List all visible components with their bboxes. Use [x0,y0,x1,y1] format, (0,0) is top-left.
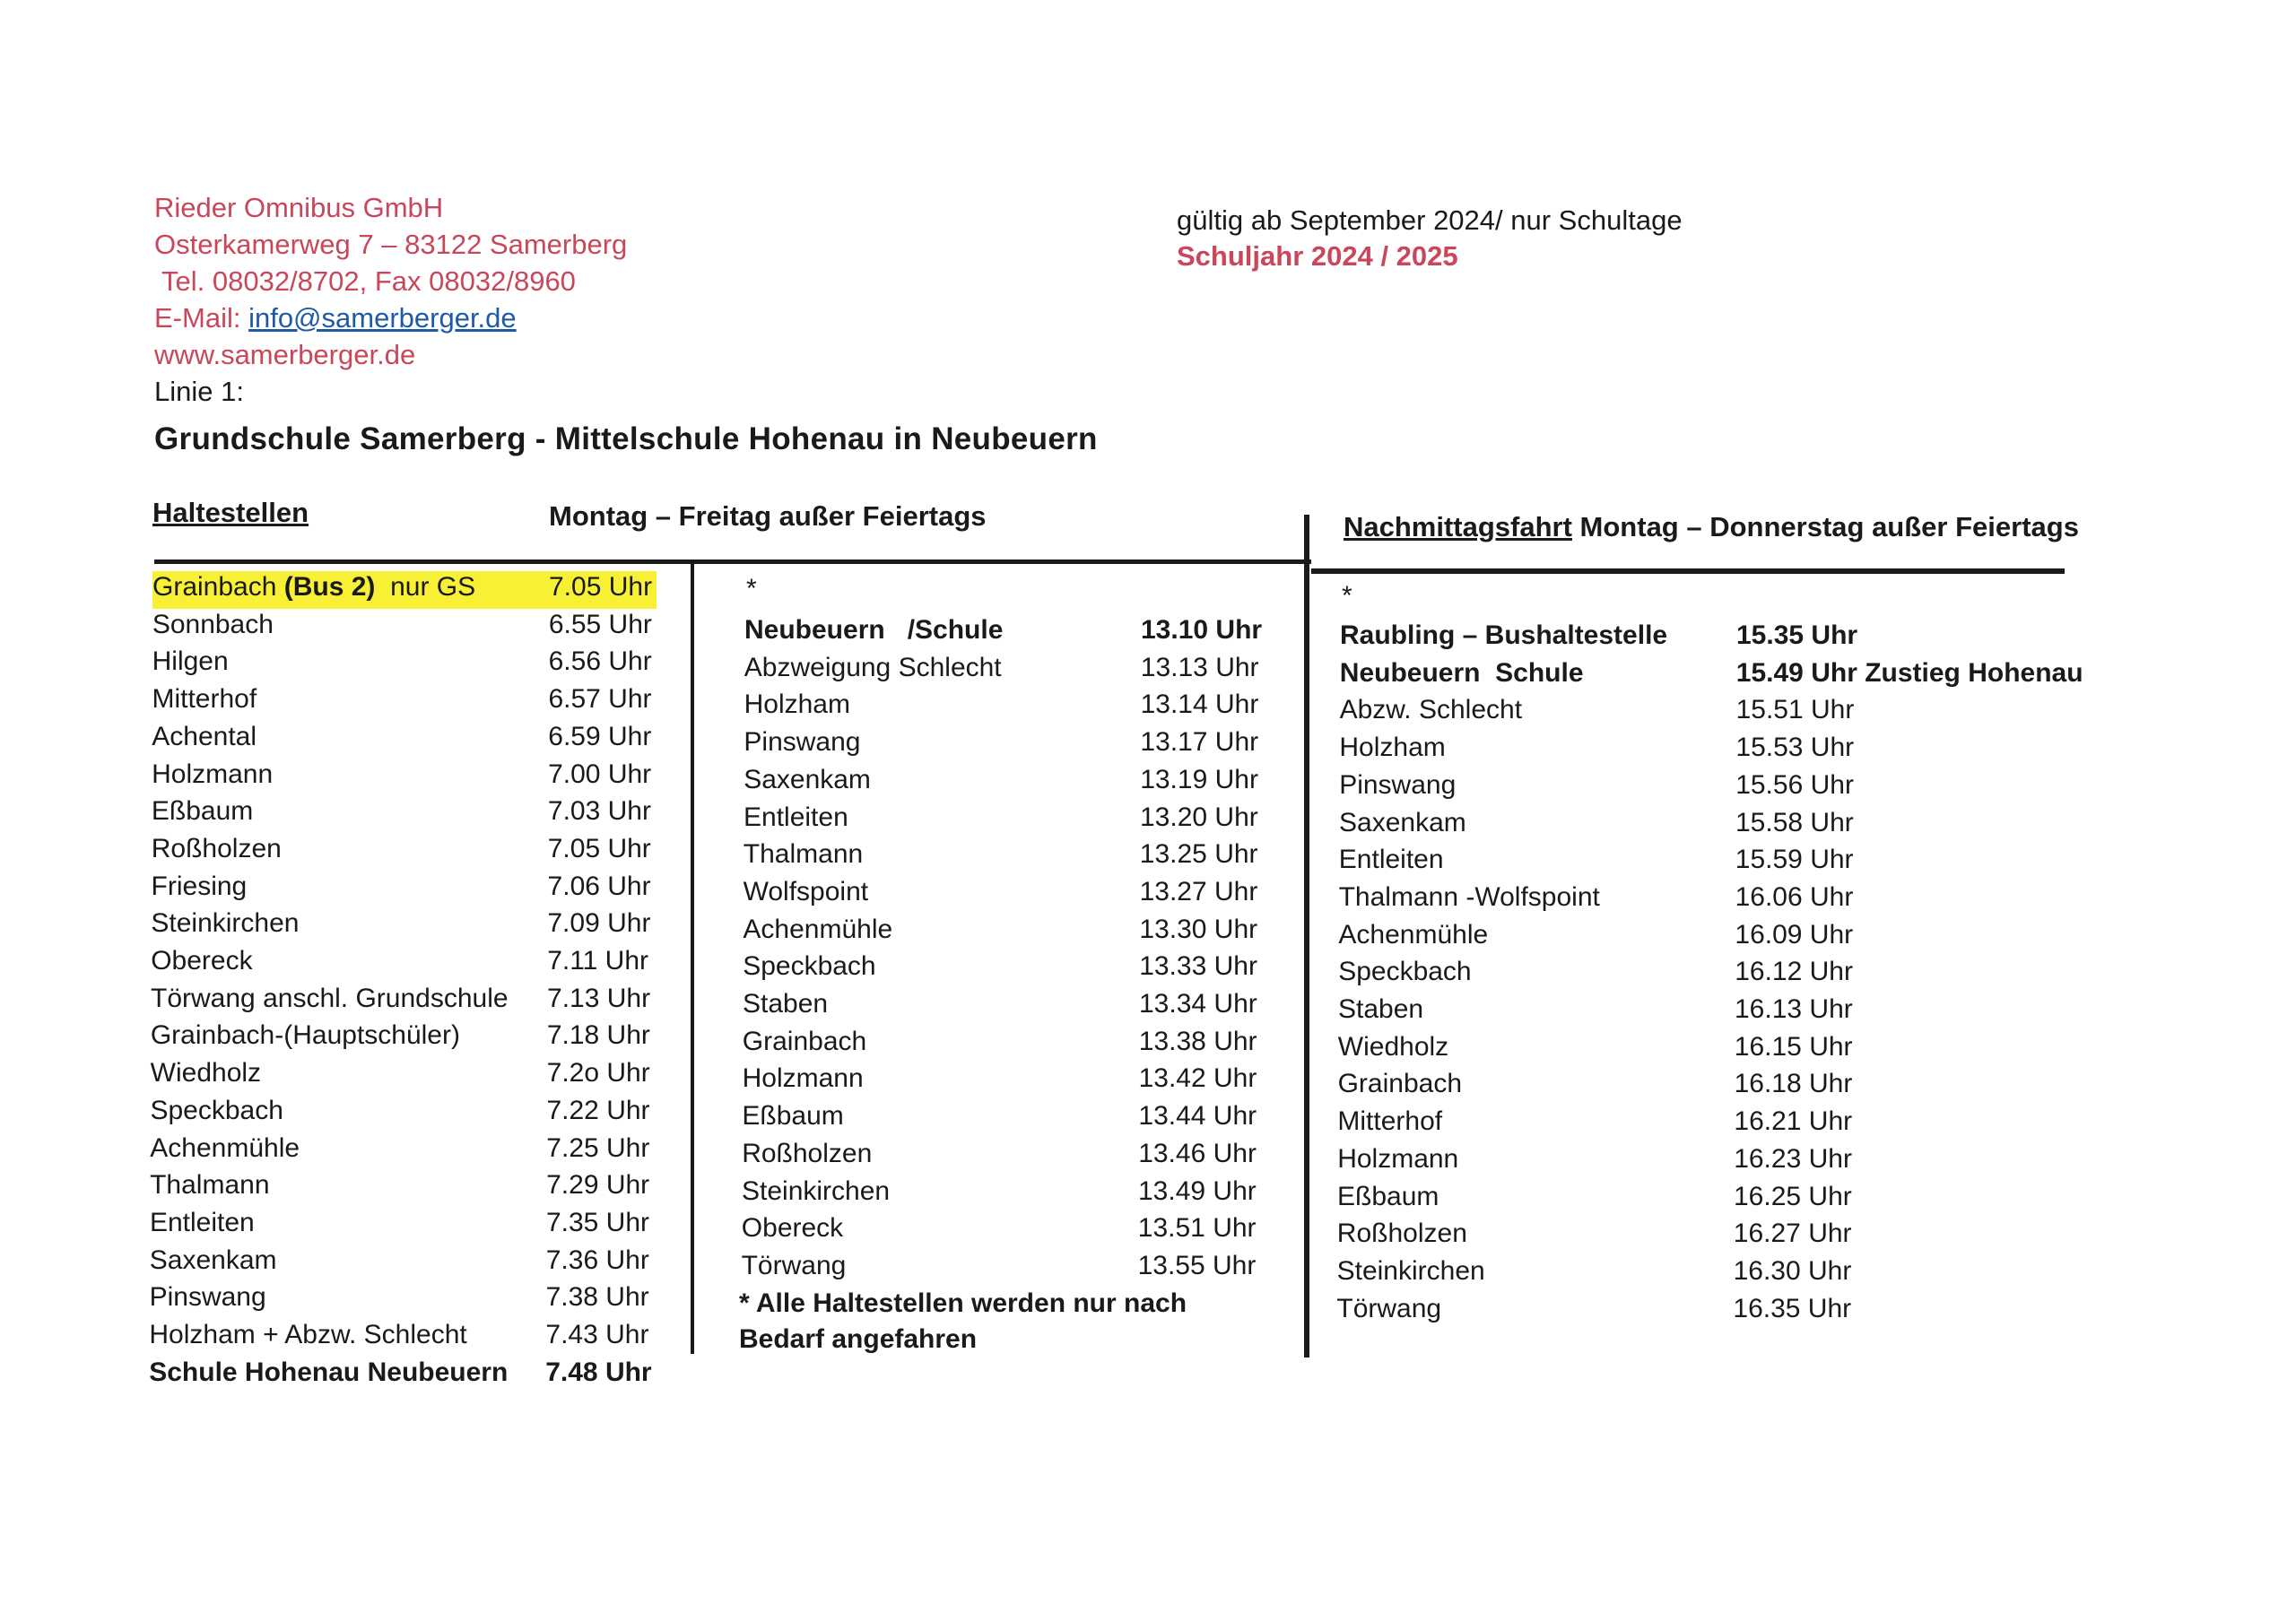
stop-name: Grainbach-(Hauptschüler) [150,1020,460,1051]
stop-name: Staben [1338,994,1424,1024]
stop-name: Holzham + Abzw. Schlecht [149,1320,467,1349]
header-afternoon [1344,511,2079,543]
stop-name: Saxenkam [1339,807,1466,837]
stop-time: 15.53 Uhr [1735,733,1855,763]
stop-time: 7.11 Uhr [547,946,649,976]
stop-time: 13.38 Uhr [1138,1026,1257,1056]
stop-time: 15.51 Uhr [1735,695,1855,725]
stop-name: Törwang anschl. Grundschule [151,983,509,1013]
stop-time: 7.29 Uhr [546,1170,650,1201]
stop-name: Obereck [741,1213,844,1244]
stop-time: 16.21 Uhr [1734,1106,1853,1137]
afternoon-row [1338,1032,2183,1068]
stop-time: 7.36 Uhr [545,1245,649,1275]
company-email-line [154,302,517,334]
afternoon-row [1338,1069,2183,1105]
stop-name: Wiedholz [150,1058,262,1089]
afternoon-row [1339,882,2184,918]
email-label: E-Mail: [154,302,249,334]
stop-time: 16.27 Uhr [1733,1219,1852,1249]
stop-time: 16.15 Uhr [1734,1031,1853,1062]
afternoon-row [1337,1256,2182,1292]
stop-name: Entleiten [1338,845,1444,875]
midday-marker: * [746,574,757,603]
stop-name: Roßholzen [742,1138,873,1168]
stop-name: Grainbach [742,1026,867,1056]
midday-footnote-1: * Alle Haltestellen werden nur nach [739,1288,1187,1318]
stop-name: Entleiten [744,802,848,832]
stop-name: Pinswang [149,1282,266,1313]
stop-time: 13.34 Uhr [1139,989,1257,1019]
stop-time: 7.2o Uhr [546,1058,650,1089]
stop-name: Pinswang [744,727,861,758]
stop-time: 16.23 Uhr [1734,1143,1852,1174]
afternoon-marker: * [1342,581,1352,611]
company-website[interactable]: www.samerberger.de [154,339,416,370]
email-link[interactable]: info@samerberger.de [248,302,517,334]
stop-time: 15.49 Uhr Zustieg Hohenau [1735,657,2083,688]
stop-time: 7.03 Uhr [547,796,651,827]
stop-name: Eßbaum [742,1101,844,1132]
stop-name: Schule Hohenau Neubeuern [149,1357,509,1387]
stop-name: Obereck [151,946,253,976]
stop-time: 16.13 Uhr [1735,994,1853,1024]
stop-name: Mitterhof [152,684,257,715]
stop-time: 7.05 Uhr [547,833,651,863]
stop-name: Speckbach [150,1095,283,1125]
stop-name: Roßholzen [151,833,282,863]
stop-time: 13.13 Uhr [1140,652,1259,682]
afternoon-row [1336,1294,2181,1330]
stop-time: 7.00 Uhr [548,759,652,789]
afternoon-row [1339,845,2184,880]
stop-name: Raubling – Bushaltestelle [1340,620,1668,650]
stop-time: 7.06 Uhr [547,871,651,901]
stop-name: Wolfspoint [743,876,869,906]
stop-time: 16.25 Uhr [1734,1181,1852,1211]
stop-time: 13.17 Uhr [1140,727,1259,758]
header-afternoon-rest: Montag – Donnerstag außer Feiertags [1571,511,2079,542]
header-stops: Haltestellen [152,497,309,528]
stop-time: 6.55 Uhr [548,609,652,639]
stop-name: Staben [743,989,829,1019]
afternoon-row [1340,620,2185,656]
stop-time: 16.35 Uhr [1733,1293,1852,1323]
afternoon-row [1339,770,2184,806]
stop-name: Neubeuern Schule [1339,657,1584,688]
stop-name: Steinkirchen [1336,1255,1485,1286]
stop-name: Thalmann [150,1170,270,1201]
stop-name: Abzw. Schlecht [1339,695,1523,725]
stop-time: 13.33 Uhr [1139,951,1257,982]
morning-row [152,572,997,608]
stop-time: 7.22 Uhr [546,1095,650,1125]
company-address: Osterkamerweg 7 – 83122 Samerberg [154,229,628,260]
stop-time: 6.56 Uhr [548,646,652,677]
stop-name: Holzham [744,690,850,720]
stop-name: Entleiten [149,1207,255,1237]
stop-time: 16.06 Uhr [1735,881,1854,912]
line-label: Linie 1: [154,376,244,407]
afternoon-row [1338,994,2183,1030]
stop-time: 13.30 Uhr [1139,914,1258,944]
stop-name: Friesing [151,871,248,901]
afternoon-row [1337,1219,2182,1254]
stop-name: Neubeuern /Schule [744,615,1004,645]
company-name: Rieder Omnibus GmbH [154,192,444,223]
stop-name: Achenmühle [1338,919,1489,950]
stop-name: Achental [152,721,257,751]
stop-time: 7.09 Uhr [547,908,651,939]
afternoon-row [1337,1106,2182,1142]
stop-name: Grainbach [1337,1069,1463,1099]
stop-time: 7.35 Uhr [545,1207,650,1237]
stop-name: Törwang [741,1250,847,1280]
rule-top-left [154,559,1311,564]
stop-name: Achenmühle [150,1132,300,1163]
stop-time: 13.42 Uhr [1138,1063,1257,1094]
stop-time: 13.49 Uhr [1138,1175,1257,1206]
stop-time: 7.48 Uhr [545,1357,652,1387]
company-phone-fax: Tel. 08032/8702, Fax 08032/8960 [161,265,576,297]
stop-time: 7.05 Uhr [549,572,653,602]
stop-time: 13.19 Uhr [1140,764,1258,794]
afternoon-row [1337,1182,2182,1218]
stop-time: 7.43 Uhr [545,1320,649,1349]
stop-time: 16.30 Uhr [1733,1255,1852,1286]
stop-name [152,572,475,603]
stop-time: 7.18 Uhr [546,1020,650,1051]
afternoon-row [1337,1144,2182,1180]
stop-time: 6.57 Uhr [548,684,652,715]
stop-time: 13.27 Uhr [1139,876,1258,906]
page-title: Grundschule Samerberg - Mittelschule Hohenau in Neubeuern [154,421,1098,456]
stop-name: Hilgen [152,646,229,677]
stop-time: 13.44 Uhr [1138,1101,1257,1132]
afternoon-row [1338,920,2183,956]
afternoon-row [1340,658,2185,694]
stop-name: Holzmann [152,759,274,789]
stop-time: 13.20 Uhr [1140,802,1258,832]
stop-time: 15.56 Uhr [1735,769,1854,800]
stop-time: 7.13 Uhr [547,983,651,1013]
stop-name: Steinkirchen [151,908,300,939]
stop-time: 13.46 Uhr [1138,1138,1257,1168]
stop-time: 13.55 Uhr [1137,1250,1257,1280]
rule-top-right [1311,568,2065,574]
stop-name-suffix: nur GS [375,572,476,602]
stop-time: 15.58 Uhr [1735,807,1854,837]
stop-name: Achenmühle [743,914,893,944]
afternoon-row [1340,695,2185,731]
stop-time: 13.25 Uhr [1139,839,1258,870]
midday-footnote-2: Bedarf angefahren [739,1324,978,1354]
stop-name: Saxenkam [149,1245,277,1275]
morning-row [149,1357,994,1393]
stop-name: Mitterhof [1337,1106,1443,1137]
stop-name: Speckbach [743,951,876,982]
stop-name: Wiedholz [1337,1031,1449,1062]
stop-time: 16.09 Uhr [1735,919,1854,950]
stop-name: Törwang [1336,1293,1442,1323]
stop-name: Steinkirchen [742,1175,891,1206]
stop-time: 13.51 Uhr [1137,1213,1257,1244]
stop-name: Sonnbach [152,609,274,639]
stop-name: Pinswang [1339,769,1457,800]
validity-note: gültig ab September 2024/ nur Schultage [1177,204,1683,236]
header-morning: Montag – Freitag außer Feiertags [549,500,987,532]
stop-time: 7.25 Uhr [546,1132,650,1163]
stop-name: Speckbach [1338,957,1472,987]
stop-name: Thalmann [743,839,864,870]
stop-name: Abzweigung Schlecht [744,652,1002,682]
stop-name: Holzmann [742,1063,864,1094]
stop-name: Holzham [1339,733,1446,763]
stop-time: 13.10 Uhr [1141,615,1263,645]
bus-label: (Bus 2) [283,572,376,602]
stop-time: 16.18 Uhr [1734,1069,1853,1099]
stop-name: Thalmann -Wolfspoint [1338,881,1600,912]
stop-name: Eßbaum [1337,1181,1439,1211]
stop-name-part: Grainbach [152,572,284,602]
school-year: Schuljahr 2024 / 2025 [1177,240,1458,272]
afternoon-row [1338,957,2183,993]
stop-name: Eßbaum [151,796,254,827]
stop-time: 7.38 Uhr [545,1282,649,1313]
stop-time: 13.14 Uhr [1140,690,1259,720]
header-afternoon-underlined: Nachmittagsfahrt [1344,511,1572,542]
stop-time: 6.59 Uhr [548,721,652,751]
afternoon-row [1339,733,2184,768]
afternoon-row [1339,808,2184,844]
stop-name: Roßholzen [1336,1219,1467,1249]
stop-name: Holzmann [1337,1143,1459,1174]
stop-time: 15.35 Uhr [1736,620,1858,650]
stop-time: 15.59 Uhr [1735,845,1854,875]
stop-time: 16.12 Uhr [1735,957,1853,987]
stop-name: Saxenkam [744,764,871,794]
